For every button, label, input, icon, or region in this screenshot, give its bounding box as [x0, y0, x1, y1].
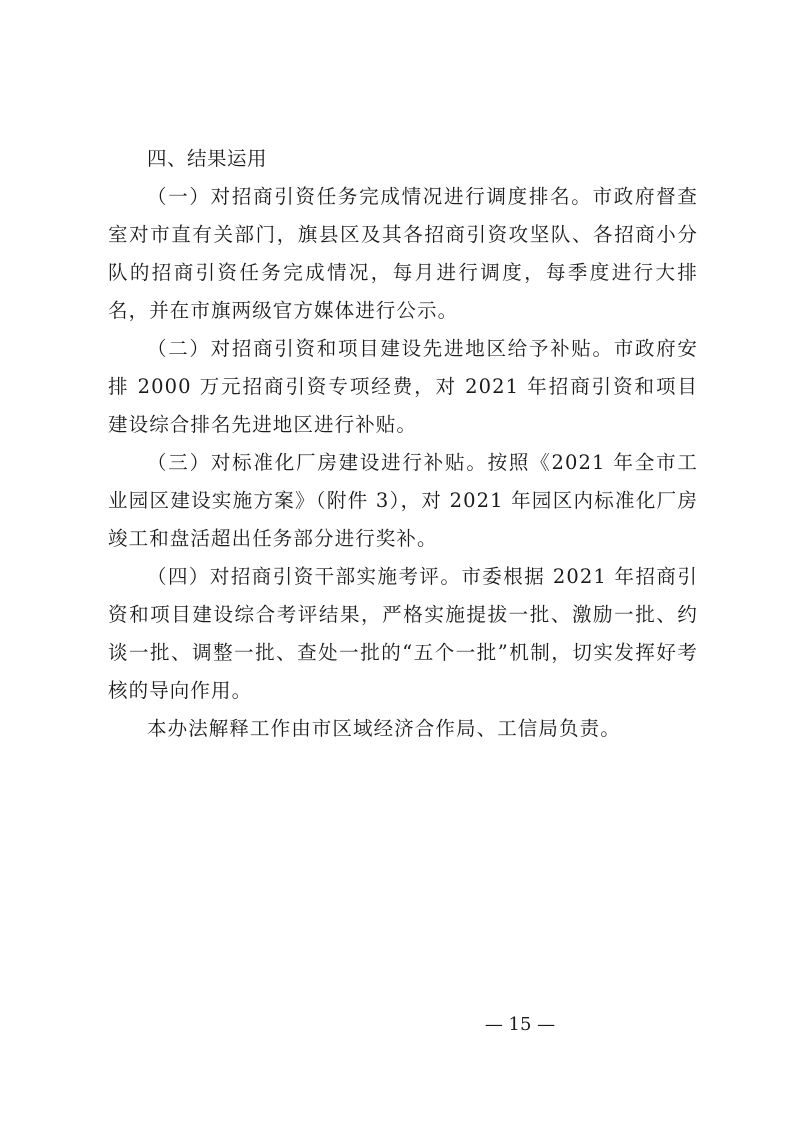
- paragraph-1-body: 市政府督查室对市直有关部门，旗县区及其各招商引资攻坚队、各招商小分队的招商引资任务完成情况，每月进行调度，每季度进行大排名，并在市旗两级官方媒体进行公示。: [108, 185, 698, 322]
- closing-paragraph: 本办法解释工作由市区域经济合作局、工信局负责。: [147, 717, 621, 740]
- paragraph-1-lead: （一）对招商引资任务完成情况进行调度排名。: [147, 185, 593, 208]
- section-heading: 四、结果运用: [147, 147, 268, 170]
- document-body: [108, 140, 698, 748]
- paragraph-2-body: 市政府安排 2000 万元招商引资专项经费，对 2021 年招商引资和项目建设综合排名先进地区进行补贴。: [108, 337, 698, 436]
- page-number: — 15 —: [484, 1014, 556, 1035]
- paragraph-3-body: 按照《2021 年全市工业园区建设实施方案》（附件 3），对 2021 年园区内标准化厂房竣工和盘活超出任务部分进行奖补。: [108, 451, 698, 550]
- paragraph-1: [108, 178, 698, 330]
- paragraph-4-lead: （四）对招商引资干部实施考评。: [147, 565, 462, 588]
- paragraph-2-lead: （二）对招商引资和项目建设先进地区给予补贴。: [147, 337, 614, 360]
- paragraph-3: [108, 444, 698, 558]
- paragraph-3-lead: （三）对标准化厂房建设进行补贴。: [147, 451, 488, 474]
- paragraph-2: [108, 330, 698, 444]
- paragraph-4: [108, 558, 698, 710]
- paragraph-4-body: 市委根据 2021 年招商引资和项目建设综合考评结果，严格实施提拔一批、激励一批、约谈一批、调整一批、查处一批的“五个一批”机制，切实发挥好考核的导向作用。: [108, 565, 698, 702]
